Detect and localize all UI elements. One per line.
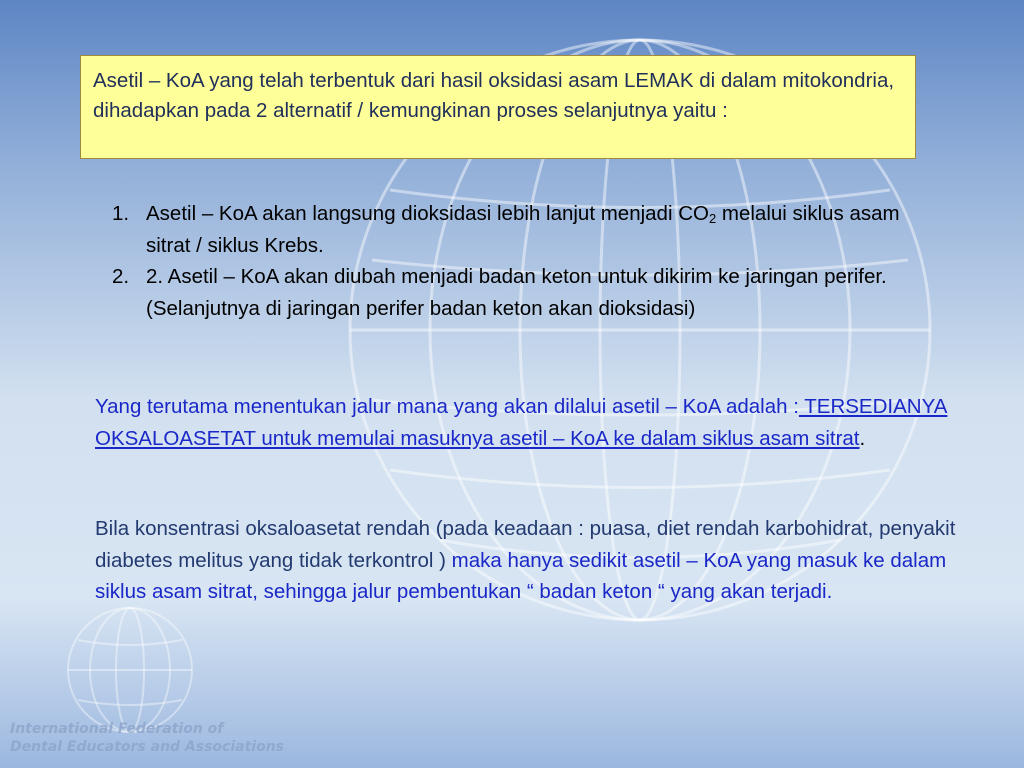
low-oxaloacetate-emphasis: maka hanya sedikit asetil – KoA yang masuk ke dalam siklus asam sitrat, sehingga jalur pembentukan “ badan keton “ yang akan terjadi. bbox=[95, 548, 947, 603]
list-item bbox=[112, 198, 912, 261]
list-item-number: 1. bbox=[112, 202, 130, 225]
list-item-number: 2. bbox=[112, 265, 130, 288]
list-item-text-part: Asetil – KoA akan langsung dioksidasi lebih lanjut menjadi CO bbox=[146, 202, 709, 225]
list-item-text bbox=[146, 198, 912, 261]
alternatives-list bbox=[112, 198, 912, 324]
logo-line: International Federation of bbox=[10, 721, 224, 737]
low-oxaloacetate-paragraph bbox=[95, 513, 975, 608]
list-item-text: 2. Asetil – KoA akan diubah menjadi badan keton untuk dikirim ke jaringan perifer. (Selanjutnya di jaringan perifer badan keton akan dioksidasi) bbox=[146, 265, 887, 320]
logo-line: Dental Educators and Associations bbox=[10, 739, 284, 755]
key-factor-end: . bbox=[859, 426, 866, 450]
low-oxaloacetate-text: Bila konsentrasi oksaloasetat rendah (pada keadaan : puasa, diet rendah karbohidrat, penyakit diabetes melitus yang tidak terkontrol ) bbox=[95, 517, 956, 572]
key-factor-paragraph bbox=[95, 391, 975, 454]
intro-callout-box bbox=[80, 55, 916, 159]
intro-callout-text: Asetil – KoA yang telah terbentuk dari hasil oksidasi asam LEMAK di dalam mitokondria, dihadapkan pada 2 alternatif / kemungkinan proses selanjutnya yaitu : bbox=[93, 69, 895, 122]
list-item-text-part: melalui siklus asam sitrat / siklus Krebs. bbox=[146, 202, 900, 257]
key-factor-lead: Yang terutama menentukan jalur mana yang akan dilalui asetil – KoA adalah : bbox=[95, 395, 799, 418]
list-item bbox=[112, 261, 912, 324]
organization-logo-text bbox=[10, 720, 284, 756]
key-factor-underlined: TERSEDIANYA OKSALOASETAT untuk memulai masuknya asetil – KoA ke dalam siklus asam sitrat bbox=[95, 395, 948, 450]
subscript: 2 bbox=[708, 211, 717, 226]
